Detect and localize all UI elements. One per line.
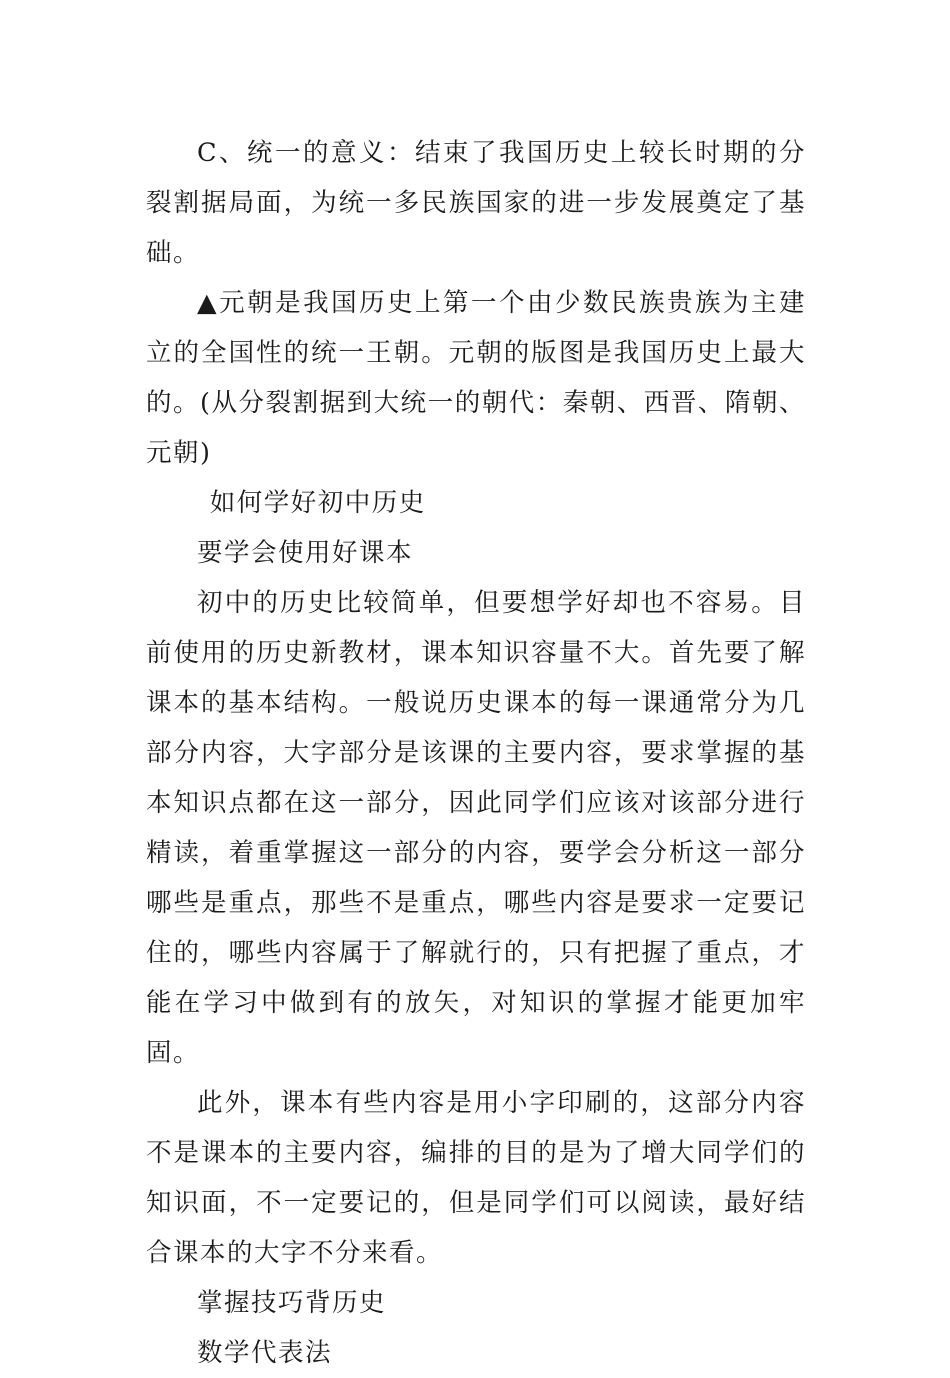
paragraph-unification-significance: C、统一的意义：结束了我国历史上较长时期的分裂割据局面，为统一多民族国家的进一步发展奠定了基础。: [146, 138, 806, 268]
document-body: [146, 128, 806, 1378]
subheading-memorization-skills: 掌握技巧背历史: [197, 1288, 387, 1318]
subheading-number-method: 数学代表法: [197, 1338, 333, 1368]
section-heading-how-to-learn: 如何学好初中历史: [209, 488, 426, 518]
paragraph-small-print: 此外，课本有些内容是用小字印刷的，这部分内容不是课本的主要内容，编排的目的是为了增大同学们的知识面，不一定要记的，但是同学们可以阅读，最好结合课本的大字不分来看。: [146, 1088, 806, 1268]
subheading-use-textbook: 要学会使用好课本: [197, 538, 414, 568]
paragraph-yuan-dynasty: ▲元朝是我国历史上第一个由少数民族贵族为主建立的全国性的统一王朝。元朝的版图是我国历史上最大的。(从分裂割据到大统一的朝代：秦朝、西晋、隋朝、元朝): [146, 288, 806, 468]
paragraph-textbook-structure: 初中的历史比较简单，但要想学好却也不容易。目前使用的历史新教材，课本知识容量不大。首先要了解课本的基本结构。一般说历史课本的每一课通常分为几部分内容，大字部分是该课的主要内容，要求掌握的基本知识点都在这一部分，因此同学们应该对该部分进行精读，着重掌握这一部分的内容，要学会分析这一部分哪些是重点，那些不是重点，哪些内容是要求一定要记住的，哪些内容属于了解就行的，只有把握了重点，才能在学习中做到有的放矢，对知识的掌握才能更加牢固。: [146, 588, 806, 1068]
